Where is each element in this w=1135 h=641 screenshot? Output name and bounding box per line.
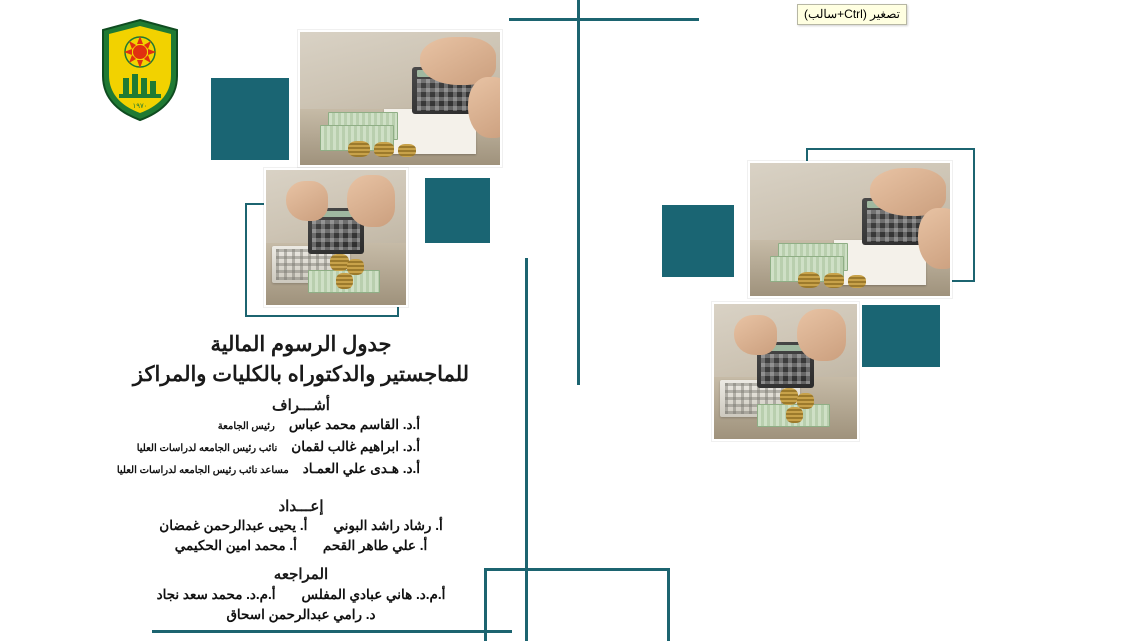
person-name-right: أ. يحيى عبدالرحمن غمضان bbox=[159, 518, 308, 533]
decor-rule-vertical-bottom-right bbox=[667, 568, 670, 641]
photo-coins-calculator-keyboard-left bbox=[264, 168, 408, 307]
decor-rule-horizontal-bottom bbox=[484, 568, 670, 571]
person-row bbox=[96, 415, 506, 437]
supervision-list bbox=[96, 415, 506, 481]
person-role: نائب رئيس الجامعه لدراسات العليا bbox=[136, 443, 278, 454]
section-heading-preparation: إعـــداد bbox=[278, 498, 324, 515]
review-list bbox=[96, 585, 506, 625]
photo-hand-calculator-cash-right bbox=[748, 161, 952, 298]
person-name: د. رامي عبدالرحمن اسحاق bbox=[226, 607, 376, 622]
person-name: أ.د. هـدى علي العمـاد bbox=[302, 461, 420, 476]
decor-square-right-a bbox=[662, 205, 734, 277]
section-heading-review: المراجعه bbox=[273, 566, 329, 583]
decor-square-mid-left bbox=[425, 178, 490, 243]
photo-coins-calculator-keyboard-right bbox=[712, 302, 859, 441]
title-line-1: جدول الرسوم المالية bbox=[210, 333, 392, 356]
decor-rule-horizontal-top bbox=[509, 18, 699, 21]
person-name: أ.د. ابراهيم غالب لقمان bbox=[291, 439, 420, 454]
decor-rule-vertical-top-center bbox=[577, 0, 580, 385]
person-role: مساعد نائب رئيس الجامعه لدراسات العليا bbox=[116, 465, 289, 476]
person-name-left: أ. علي طاهر القحم bbox=[322, 538, 428, 553]
person-name: أ.د. القاسم محمد عباس bbox=[288, 417, 420, 432]
person-name-left: أ. رشاد راشد البوني bbox=[333, 518, 443, 533]
person-name-left: أ.م.د. هاني عبادي المفلس bbox=[301, 587, 446, 602]
photo-hand-calculator-cash-top bbox=[298, 30, 502, 167]
person-role: رئيس الجامعة bbox=[217, 421, 275, 432]
person-row bbox=[96, 605, 506, 625]
title-line-2: للماجستير والدكتوراه بالكليات والمراكز bbox=[132, 363, 470, 386]
person-name-right: أ. محمد امين الحكيمي bbox=[174, 538, 297, 553]
person-row bbox=[96, 437, 506, 459]
logo-year: ١٩٧٠ bbox=[132, 103, 148, 110]
decor-rule-vertical-text-left bbox=[525, 258, 528, 641]
person-name-right: أ.م.د. محمد سعد نجاد bbox=[156, 587, 276, 602]
zoom-out-tooltip: تصغير (Ctrl+سالب) bbox=[797, 4, 907, 25]
person-row bbox=[96, 459, 506, 481]
document-title bbox=[96, 330, 506, 390]
sanaa-university-logo bbox=[99, 18, 181, 122]
person-row bbox=[96, 585, 506, 605]
decor-square-right-b bbox=[862, 305, 940, 367]
section-heading-supervision: أشـــراف bbox=[272, 397, 330, 414]
decor-square-upper-left bbox=[211, 78, 289, 160]
preparation-list bbox=[96, 516, 506, 556]
person-row bbox=[96, 536, 506, 556]
decor-rule-horizontal-footer bbox=[152, 630, 512, 633]
person-row bbox=[96, 516, 506, 536]
